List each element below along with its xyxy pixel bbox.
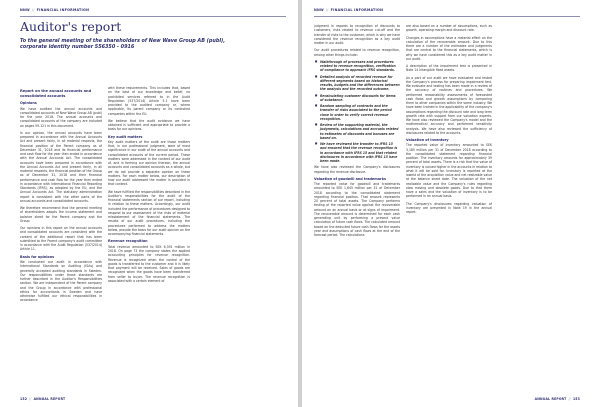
right-column-2 [406, 24, 492, 217]
paragraph: A description of the impairment test is presented in Note 14 Intangible fixed assets. [406, 64, 492, 73]
section-heading: Report on the annual accounts and consolidated accounts [20, 89, 92, 98]
header-section: FINANCIAL INFORMATION [330, 8, 384, 12]
bullet-item: ■ We have reviewed the transfer to IFRS 15 and ensured that the revenue recognition is in accordance with IFRS 15 and that related disclosures in accordance with IFRS 15 have been made. [320, 142, 400, 163]
paragraph: We have also reviewed the Company's disclosures regarding the revenue disclosure. [314, 165, 400, 174]
bullet-item: ■ Random sampling of contracts and the transfer of risks associated to the period close in order to verify correct revenue recognition. [320, 104, 400, 121]
footer-report: ANNUAL REPORT [534, 397, 567, 401]
header-section: FINANCIAL INFORMATION [36, 8, 90, 12]
bullet-item: ■ Walkthrough of processes and procedures related to revenue recognition, verification of compliance to approach IFRS standards. [320, 60, 400, 73]
paragraph: with these requirements. This includes that, based on the best of our knowledge and belief, no prohibited services referred to in the Audit Regulation (537/2014) Article 5.1 have been provided to the audited company or, where applicable, its parent company or its controlled companies within the EU. [108, 86, 190, 116]
key-audit-matters-heading: Key audit matters [108, 134, 143, 139]
footer-report: ANNUAL REPORT [33, 397, 66, 401]
bullet-item: ■ Review of the supporting material, the judgments, calculations and accruals related to estimates of discounts and bonuses are based on. [320, 123, 400, 140]
page-number: 152 [20, 397, 28, 401]
revenue-recognition-heading: Revenue recognition [108, 239, 148, 244]
left-column-1 [20, 86, 102, 306]
bullet-item: ■ Recalculating customer discounts for items of substance. [320, 94, 400, 103]
inventory-heading: Valuation of inventory [406, 138, 449, 142]
right-page [302, 0, 600, 407]
paragraph: Total revenue amounted to SEK 6,391 million in 2018. On page 73 the company states the applied accounting principles for revenue recognition. Revenue is recognized when the control of the goods is transferred to the customer and it is likely that payment will be received. Sales of goods are recognized when the goods have been transferred from seller to buyer. The revenue recognition is associated with a certain element of [108, 244, 190, 283]
paragraph: We conducted our audit in accordance with International Standards on Auditing (ISAs) and generally accepted auditing standards in Sweden. Our responsibilities under those standards are further described in the Auditor's Responsibilities section. We are independent of the Parent company and the Group in accordance with professional ethics for accountants in Sweden and have otherwise fulfilled our ethical responsibilities in accordance [20, 260, 102, 303]
paragraph: are also based on a number of assumptions, such as growth, operating margin and discount rate. [406, 24, 492, 33]
header-rule [314, 16, 580, 17]
right-page-header: NNW // FINANCIAL INFORMATION [314, 8, 384, 12]
paragraph: We have audited the annual accounts and consolidated accounts of New Wave Group AB (publ) for the year 2018. The annual accounts and consolidated accounts of the company are included on pages 59-121 in this document. [20, 106, 102, 128]
page-number: 153 [572, 397, 580, 401]
paragraph: Our opinions in this report on the annual accounts and consolidated accounts are consistent with the content of the additional report that has been submitted to the Parent company's audit committee in accordance with the Audit Regulation (537/2014) Article 11. [20, 226, 102, 252]
paragraph: The reported value of inventory amounted to SEK 3,185 million per 31 of December 2018 according to the consolidated statement regarding financial position. The inventory amounts for approximately 39 percent of total assets. There is a risk that the value of inventory is valued higher in the accounts in relation to what it will be sold for. Inventory is reported at the lowest of the acquisition value and net realizable value at the balance sheet date. The valuation of the net realizable value and the Company's rules regarding slow moving and obsolete goods. Due to that there have a sales and the valuation of inventory is to be performed in an annual basis. [406, 143, 492, 199]
header-brand: NNW [314, 8, 324, 12]
left-page-footer: 152 // ANNUAL REPORT [20, 397, 66, 401]
paragraph: Our audit procedures related to revenue recognition, among other things include: [314, 48, 400, 57]
paragraph: We therefore recommend that the general meeting of shareholders adopts the income statement and balance sheet for the Parent company and the Group. [20, 206, 102, 223]
report-subtitle: To the general meeting of the shareholders of New Wave Group AB (publ), corporate identity number 556350 - 0916 [20, 38, 226, 51]
paragraph: In our opinion, the annual accounts have been prepared in accordance with the Annual Accounts Act and present fairly, in all material respects, the financial position of the Parent company as of December 31, 2018 and its financial performance and cash flow for the year then ended in accordance with the Annual Accounts Act. The consolidated accounts have been prepared in accordance with the Annual Accounts Act and present fairly, in all material respects, the financial position of the Group as of December 31, 2018 and their financial performance and cash flow for the year then ended in accordance with International Financial Reporting Standards (IFRS), as adopted by the EU, and the Annual Accounts Act. The statutory administration report is consistent with the other parts of the annual accounts and consolidated accounts. [20, 130, 102, 203]
paragraph: We have fulfilled the responsibilities described in the Auditor's responsibilities for the audit of the financial statements section of our report, including in relation to these matters. Accordingly, our audit included the performance of procedures designed to respond to our assessment of the risks of material misstatement of the financial statements. The results of our audit procedures, including the procedures performed to address the matters below, provide the basis for our audit opinion on the accompanying financial statements. [108, 189, 190, 237]
paragraph: Key audit matters of the audit are those matters that, in our professional judgment, were of most significance in our audit of the annual accounts and consolidated accounts of the current period. These matters were addressed in the context of our audit of, and in forming our opinion thereon, the annual accounts and consolidated accounts as a whole, but we do not provide a separate opinion on these matters. For each matter below, our description of how our audit addressed the matter is provided in that context. [108, 139, 190, 187]
header-brand: NNW [20, 8, 30, 12]
right-column-1 [314, 24, 400, 240]
left-page [0, 0, 298, 407]
paragraph: We believe that the audit evidence we have obtained is sufficient and appropriate to provide a basis for our opinions. [108, 118, 190, 132]
paragraph: The Company's disclosures regarding valuation of inventory are presented in Note 19 in the annual report. [406, 201, 492, 215]
goodwill-heading: Valuation of goodwill and trademarks [314, 176, 386, 181]
paragraph: As a part of our audit we have evaluated and tested the Company's process for preparing impairment test. We evaluate and testing has been made in a review of the accuracy of routines and procedures. We performed reasonability assessments of forecasted cash flows and growth assumptions by comparing them to other companies within the same industry. We have been trained in the applicability of the company's assumptions regarding the discount rate and long term growth rate with support from our valuation experts. We have also reviewed the Company's model and the mathematical accuracy and performed sensitivity analysis. We have also reviewed the sufficiency of disclosures related to the accounts. [406, 75, 492, 135]
left-column-2 [108, 86, 190, 286]
header-rule [20, 16, 286, 17]
page-title: Auditor's report [20, 19, 122, 34]
paragraph: judgment in regards to recognition of discounts to customers, risks related to revenue cut-off and the transfer of risks to the customer, which is why we have considered the revenue recognition as a key audit matter in our audit. [314, 24, 400, 45]
opinions-heading: Opinions [20, 101, 37, 106]
paragraph: The reported value for goodwill and trademarks amounted to SEK 1,645 million per 31 of December 2018 according to the consolidated statement regarding financial position. That amount represents 20 percent of total assets. The Company performs testing of the reported value against the recoverable amount on an annual basis or at signs of impairment. The recoverable amount is determined for each cash generating unit by performing a present value calculation of future cash flows. The calculated amount based on the deducted future cash flows for the assets year and assumptions of cash flows at the end of the forecast period. The calculations [314, 182, 400, 238]
right-page-footer: ANNUAL REPORT // 153 [534, 397, 580, 401]
basis-heading: Basis for opinions [20, 254, 55, 259]
bullet-item: ■ Detailed analysis of recorded revenue for different segments based on historical results, budgets and the differences between the analysis and the recorded outcome. [320, 75, 400, 92]
left-page-header: NNW // FINANCIAL INFORMATION [20, 8, 90, 12]
paragraph: Changes in assumptions have a material effect on the calculation of the recoverable amount. Due to this there are a number of the estimates and judgments that are central to the financial statements, which is why we have considered this as a key audit matter in our audit. [406, 35, 492, 61]
